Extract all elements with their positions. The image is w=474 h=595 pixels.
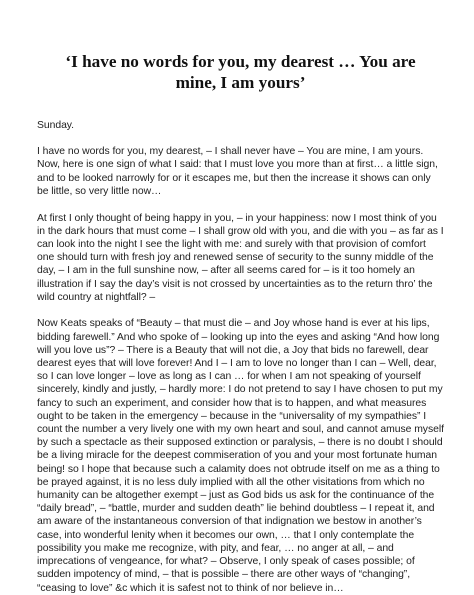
- document-title: ‘I have no words for you, my dearest … You are mine, I am yours’: [65, 52, 416, 92]
- letter-body: [37, 119, 444, 595]
- letter-paragraph-2: At first I only thought of being happy in you, – in your happiness: now I most think of you in the dark hours that must come – I shall grow old with you, and die with you – as far as I can look into the night I see the light with me: and surely with that provision of comfort one should turn with fresh joy and renewed sense of security to the sunny middle of the day, – I am in the full sunshine now, – after all seems cared for – is it too homely an illustration if I say the day’s visit is not crossed by uncertainties as to the return thro’ the wild country at nightfall? –: [37, 212, 444, 303]
- letter-dateline: Sunday.: [37, 120, 75, 131]
- letter-paragraph-1: I have no words for you, my dearest, – I shall never have – You are mine, I am yours. Now, here is one sign of what I said: that I must love you more than at first… a little sign, and to be looked narrowly for or it escapes me, but then the increase it shows can only be little, so very little now…: [37, 146, 438, 197]
- letter-paragraph-3: Now Keats speaks of “Beauty – that must die – and Joy whose hand is ever at his lips, bidding farewell.” And who spoke of – looking up into the eyes and asking “And how long will you love us”? – There is a Beauty that will not die, a Joy that bids no farewell, dear dearest eyes that will love forever! And I – I am to love no longer than I can – Well, dear, so I can love longer – love as long as I can … for when I am not speaking of yourself sincerely, kindly and justly, – hardly more: I do not pretend to say I have chosen to put my fancy to such an experiment, and consider how that is to happen, and what measures ought to be taken in the emergency – because in the “universality of my sympathies” I count the number a very lively one with my own heart and soul, and cannot amuse myself by such a spectacle as their supposed extinction or paralysis, – there is no doubt I should be a living miracle for the deepest commiseration of you and your most fortunate human being! so I hope that because such a calamity does not obtrude itself on me as a thing to be prayed against, it is no less duly implied with all the other visitations from which no humanity can be altogether exempt – just as God bids us ask for the continuance of the “daily bread”, – “battle, murder and sudden death” lie behind doubtless – I repeat it, and am aware of the instantaneous conversion of that indignation we bestow in another’s case, into wonderful lenity when it becomes our own, … that I only contemplate the possibility you make me recognize, with pity, and fear, … no anger at all, – and imprecations of vengeance, for what? – Observe, I only speak of cases possible; of sudden impotency of mind, – that is possible – there are other ways of “changing”, “ceasing to love” &c which it is safest not to think of nor believe in…: [37, 318, 444, 594]
